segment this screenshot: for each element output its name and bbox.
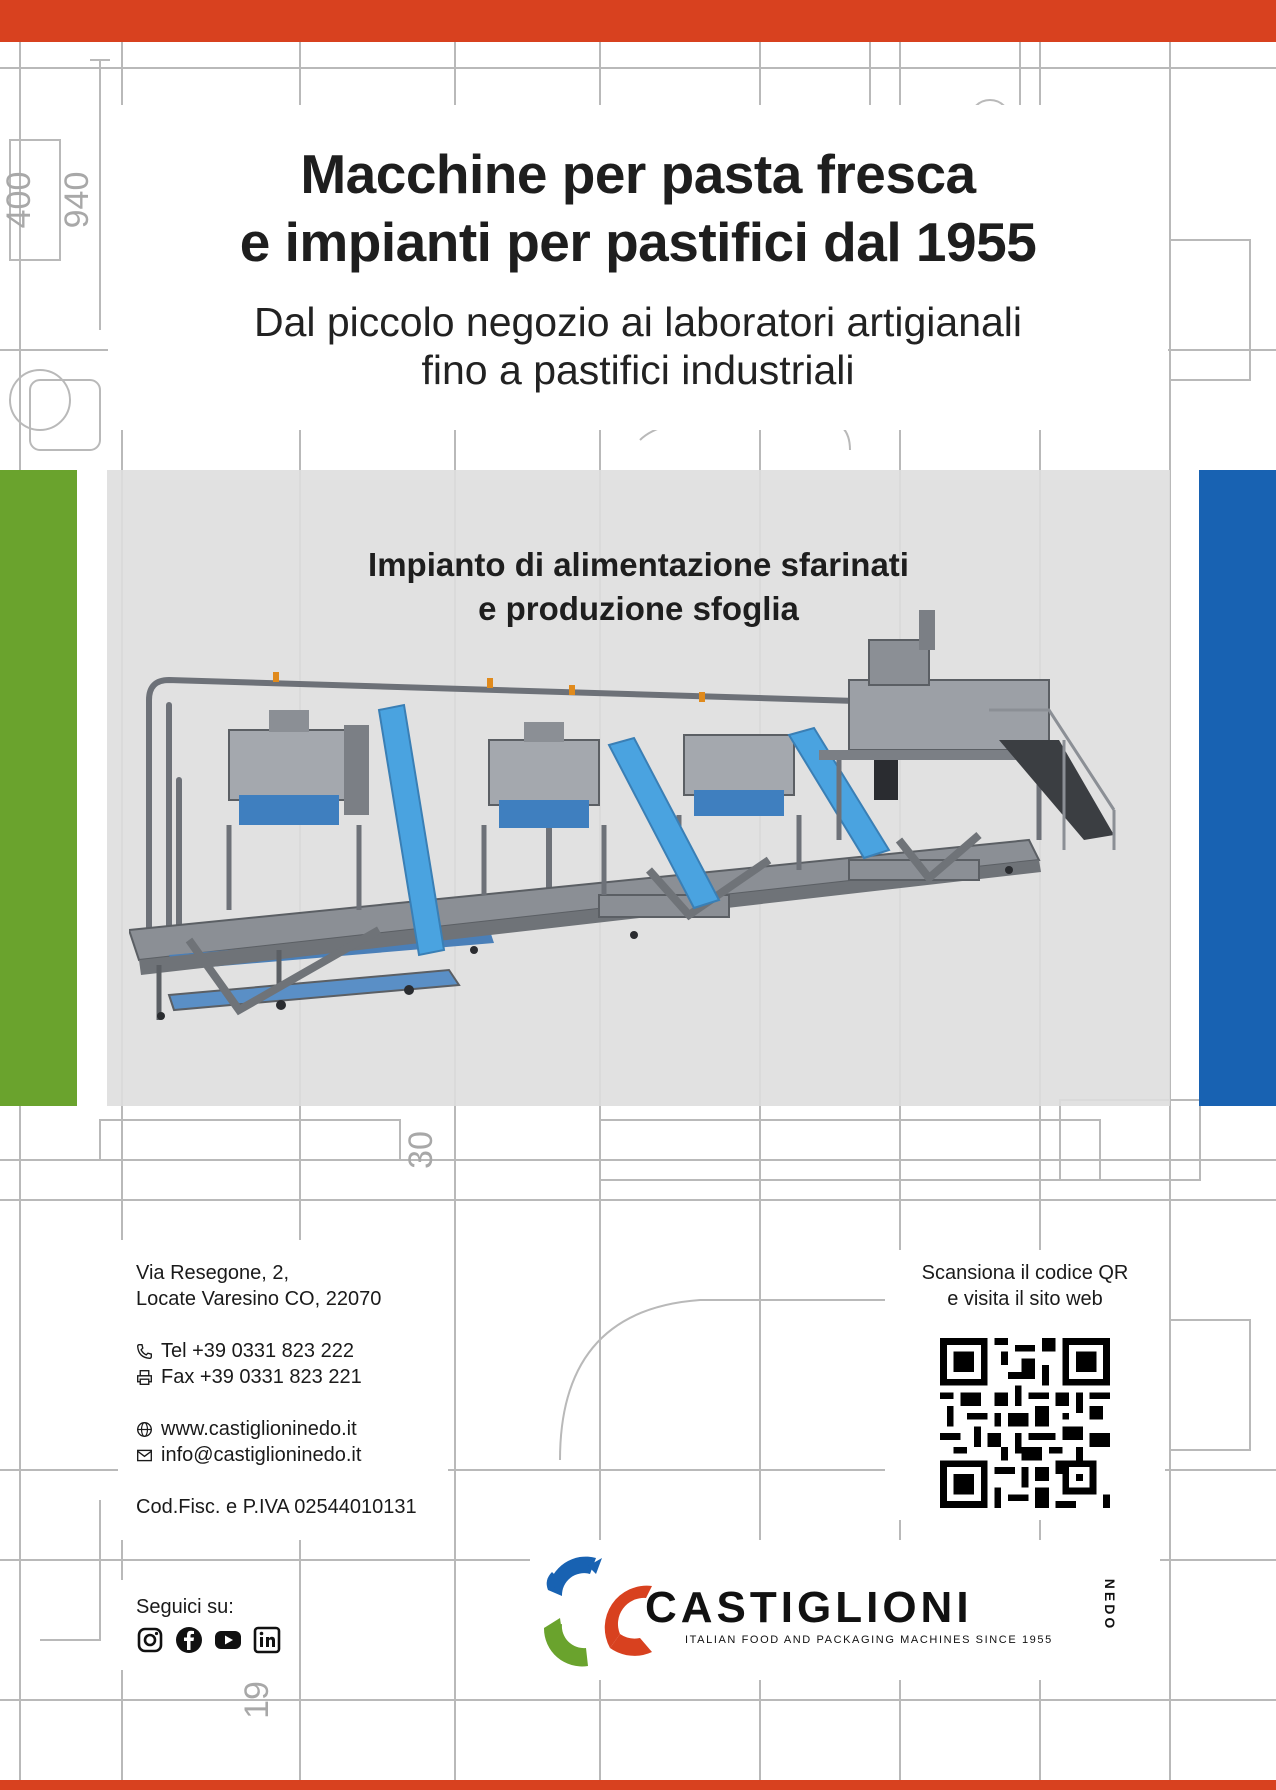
linkedin-icon[interactable] [253,1626,281,1654]
green-side-band [0,470,77,1106]
tax-id: Cod.Fisc. e P.IVA 02544010131 [136,1496,417,1518]
website-link[interactable]: www.castiglioninedo.it [161,1418,357,1440]
fax-number: Fax +39 0331 823 221 [161,1366,362,1388]
qr-caption [890,1260,1160,1312]
youtube-icon[interactable] [214,1626,242,1654]
logo-side-label: NEDO [1102,1578,1118,1632]
title-line-1: Macchine per pasta fresca [300,143,976,205]
product-panel [107,470,1170,1106]
phone-number[interactable]: Tel +39 0331 823 222 [161,1340,354,1362]
mail-icon [136,1447,153,1464]
page-title [108,140,1168,276]
subtitle [108,298,1168,394]
social-links [136,1626,281,1654]
fax-icon [136,1369,153,1386]
social-label: Seguici su: [136,1596,234,1618]
logo-tagline: ITALIAN FOOD AND PACKAGING MACHINES SINCE 1955 [685,1634,1053,1646]
svg-text:400: 400 [0,171,38,229]
phone-line [136,1338,417,1364]
logo-mark-icon [540,1548,655,1672]
qr-caption-line-1: Scansiona il codice QR [921,1262,1129,1284]
qr-caption-line-2: e visita il sito web [947,1288,1103,1310]
bottom-accent-bar [0,1780,1276,1790]
email-link[interactable]: info@castiglioninedo.it [161,1444,362,1466]
website-line [136,1416,417,1442]
blue-side-band [1199,470,1276,1106]
subtitle-line-2: fino a pastifici industriali [421,347,855,393]
subtitle-line-1: Dal piccolo negozio ai laboratori artigianali [253,299,1023,345]
panel-title-line-2: e produzione sfoglia [478,590,799,627]
qr-code[interactable] [940,1338,1110,1508]
machine-illustration [129,610,1159,1020]
phone-icon [136,1343,153,1360]
svg-text:30: 30 [402,1131,440,1169]
top-accent-bar [0,0,1276,42]
facebook-icon[interactable] [175,1626,203,1654]
fax-line [136,1364,417,1390]
panel-title-line-1: Impianto di alimentazione sfarinati [368,546,909,583]
email-line [136,1442,417,1468]
contact-info [136,1260,417,1520]
logo-side-text [1100,1552,1120,1662]
svg-text:940: 940 [58,171,96,229]
instagram-icon[interactable] [136,1626,164,1654]
address-line-1: Via Resegone, 2, [136,1262,290,1284]
headline [108,140,1168,394]
globe-icon [136,1421,153,1438]
address-line-2: Locate Varesino CO, 22070 [136,1288,382,1310]
title-line-2: e impianti per pastifici dal 1955 [239,211,1037,273]
logo-wordmark: CASTIGLIONI [645,1583,973,1632]
company-logo [540,1548,1145,1672]
svg-text:19: 19 [238,1681,276,1719]
